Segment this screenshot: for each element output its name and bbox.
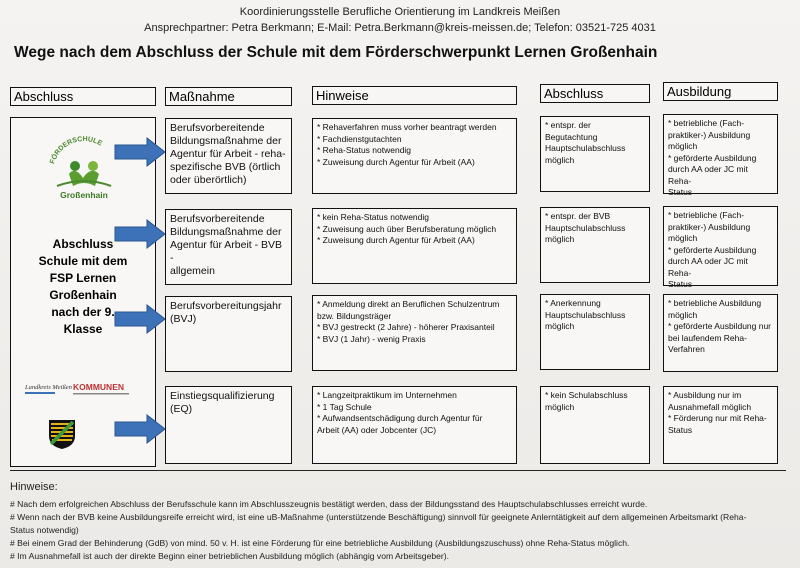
note-item: # Bei einem Grad der Behinderung (GdB) von mind. 50 v. H. ist eine Förderung für eine betriebliche Ausbildung (Ausbildungszuschuss) ohne Reha-Status möglich. bbox=[10, 538, 630, 548]
note-item: Status notwendig) bbox=[10, 525, 79, 535]
column-head-massnahme: Maßnahme bbox=[165, 87, 292, 106]
column-head-ausbildung: Ausbildung bbox=[663, 82, 778, 101]
ausbildung-row-2: * betriebliche (Fach- praktiker-) Ausbildung möglich * geförderte Ausbildung durch AA oder JC mit Reha- Status bbox=[663, 206, 778, 286]
massnahme-row-2: Berufsvorbereitende Bildungsmaßnahme der Agentur für Arbeit - BVB - allgemein bbox=[165, 209, 292, 285]
abschluss-row-4: * kein Schulabschluss möglich bbox=[540, 386, 650, 464]
column-head-hinweise: Hinweise bbox=[312, 86, 517, 105]
abschluss-row-1: * entspr. der Begutachtung Hauptschulabschluss möglich bbox=[540, 116, 650, 192]
massnahme-row-3: Berufsvorbereitungsjahr (BVJ) bbox=[165, 296, 292, 372]
school-line: Klasse bbox=[63, 322, 103, 336]
abschluss-row-3: * Anerkennung Hauptschulabschluss möglich bbox=[540, 294, 650, 370]
svg-text:FÖRDERSCHULE bbox=[49, 136, 103, 165]
ausbildung-row-1: * betriebliche (Fach- praktiker-) Ausbildung möglich * geförderte Ausbildung durch AA oder JC mit Reha- Status bbox=[663, 114, 778, 194]
school-line: FSP Lernen bbox=[49, 271, 117, 285]
school-line: Großenhain bbox=[49, 288, 117, 302]
arrow-row-2-icon bbox=[113, 219, 167, 249]
school-line: nach der 9. bbox=[51, 305, 115, 319]
page-title: Wege nach dem Abschluss der Schule mit dem Förderschwerpunkt Lernen Großenhain bbox=[14, 44, 658, 61]
note-item: # Wenn nach der BVB keine Ausbildungsreife erreicht wird, ist eine uB-Maßnahme (unterstützende Beschäftigung) sinnvoll für geeignete Anlerntätigkeit auf dem allgemeinen Arbeitsmarkt (Reha- bbox=[10, 512, 747, 522]
arrow-row-4-icon bbox=[113, 414, 167, 444]
note-item: # Nach dem erfolgreichen Abschluss der Berufsschule kann im Abschlusszeugnis bestätigt werden, dass der Bildungsstand des Hauptschulabschlusses erreicht wurde. bbox=[10, 499, 648, 509]
school-line: Abschluss bbox=[52, 237, 114, 251]
abschluss-row-2: * entspr. der BVB Hauptschulabschluss möglich bbox=[540, 207, 650, 283]
ausbildung-row-3: * betriebliche Ausbildung möglich * geförderte Ausbildung nur bei laufendem Reha- Verfahren bbox=[663, 294, 778, 372]
hinweise-row-4: * Langzeitpraktikum im Unternehmen * 1 Tag Schule * Aufwandsentschädigung durch Agentur für Arbeit (AA) oder Jobcenter (JC) bbox=[312, 386, 517, 464]
ausbildung-row-4: * Ausbildung nur im Ausnahmefall möglich * Förderung nur mit Reha- Status bbox=[663, 386, 778, 464]
logo-bottom-text: Großenhain bbox=[60, 190, 108, 200]
school-line: Schule mit dem bbox=[38, 254, 128, 268]
notes-heading: Hinweise: bbox=[10, 481, 58, 493]
hinweise-row-1: * Rehaverfahren muss vorher beantragt werden * Fachdienstgutachten * Reha-Status notwendig * Zuweisung durch Agentur für Arbeit (AA) bbox=[312, 118, 517, 194]
arrow-row-3-icon bbox=[113, 304, 167, 334]
column-head-abschluss: Abschluss bbox=[10, 87, 156, 106]
notes-section bbox=[10, 470, 786, 563]
saxony-coat-of-arms-icon bbox=[47, 418, 77, 450]
hinweise-row-3: * Anmeldung direkt an Beruflichen Schulzentrum bzw. Bildungsträger * BVJ gestreckt (2 Jahre) - höherer Praxisanteil * BVJ (1 Jahr) - wenig Praxis bbox=[312, 295, 517, 371]
massnahme-row-1: Berufsvorbereitende Bildungsmaßnahme der Agentur für Arbeit - reha- spezifische BVB (örtlich oder überörtlich) bbox=[165, 118, 292, 194]
arrow-row-1-icon bbox=[113, 137, 167, 167]
kommunen-logo-text: KOMMUNEN bbox=[73, 382, 124, 392]
hinweise-row-2: * kein Reha-Status notwendig * Zuweisung auch über Berufsberatung möglich * Zuweisung durch Agentur für Arbeit (AA) bbox=[312, 208, 517, 284]
note-item: # Im Ausnahmefall ist auch der direkte Beginn einer betrieblichen Ausbildung möglich (abhängig vom Arbeitsgeber). bbox=[10, 551, 450, 561]
massnahme-row-4: Einstiegsqualifizierung (EQ) bbox=[165, 386, 292, 464]
header-line-1: Koordinierungsstelle Berufliche Orientierung im Landkreis Meißen bbox=[239, 6, 561, 18]
column-head-abschluss-2: Abschluss bbox=[540, 84, 650, 103]
header-line-2: Ansprechpartner: Petra Berkmann; E-Mail: Petra.Berkmann@kreis-meissen.de; Telefon: 03521-725 4031 bbox=[144, 22, 656, 34]
district-logo-text: Landkreis Meißen bbox=[25, 384, 72, 391]
district-logo bbox=[21, 380, 141, 404]
logo-arc-text: FÖRDERSCHULE bbox=[49, 136, 104, 165]
